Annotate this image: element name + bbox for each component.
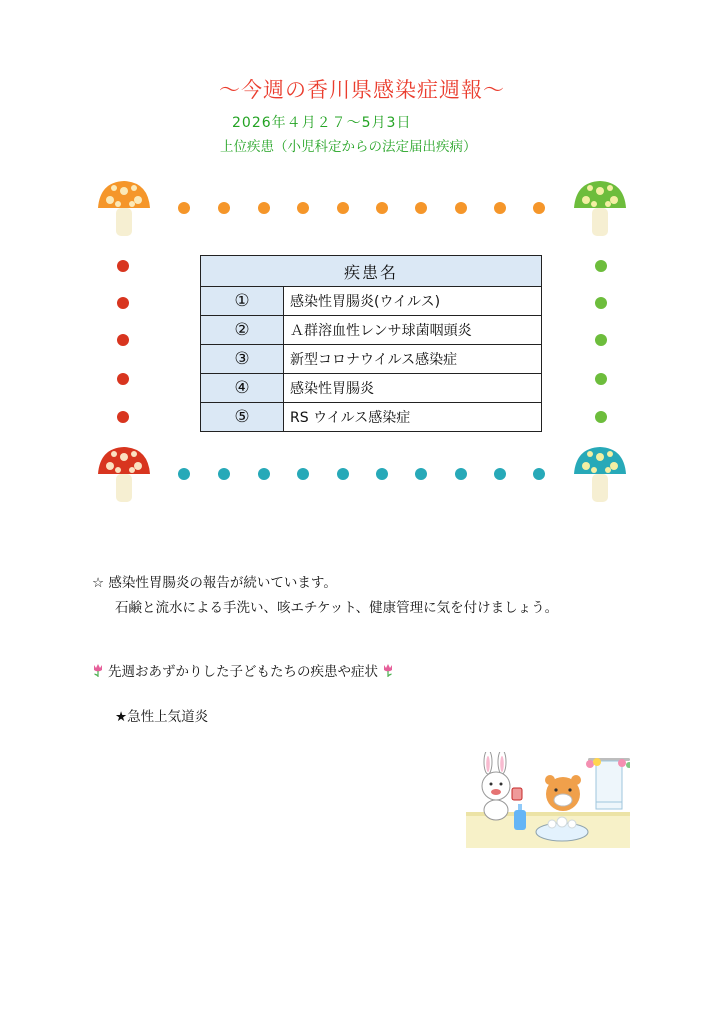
table-row (201, 345, 542, 374)
rank-cell: ① (201, 287, 284, 316)
rank-cell: ③ (201, 345, 284, 374)
disease-name-cell: 感染性胃腸炎 (284, 374, 542, 403)
date-range: 2026年４月２７～5月3日 (232, 115, 412, 131)
table-row (201, 403, 542, 432)
mushroom-icon (96, 178, 152, 238)
rank-cell: ② (201, 316, 284, 345)
mushroom-icon (572, 444, 628, 504)
disease-name-cell: 新型コロナウイルス感染症 (284, 345, 542, 374)
disease-name-cell: 感染性胃腸炎(ウイルス) (284, 287, 542, 316)
mushroom-icon (572, 178, 628, 238)
table-row (201, 287, 542, 316)
table-row (201, 316, 542, 345)
table-header: 疾患名 (201, 256, 542, 287)
note-line-1: ☆ 感染性胃腸炎の報告が続いています。 (92, 575, 337, 591)
note-line-2: 石鹸と流水による手洗い、咳エチケット、健康管理に気を付けましょう。 (115, 600, 559, 616)
previous-week-heading-text: 先週おあずかりした子どもたちの疾患や症状 (108, 664, 378, 680)
rank-cell: ④ (201, 374, 284, 403)
disease-name-cell: RS ウイルス感染症 (284, 403, 542, 432)
previous-week-heading (92, 660, 394, 680)
tulip-icon (92, 663, 104, 677)
table-row (201, 374, 542, 403)
table-header-row (201, 256, 542, 287)
page-subtitle: 上位疾患（小児科定からの法定届出疾病） (220, 139, 477, 155)
previous-week-item: ★急性上気道炎 (115, 709, 209, 725)
disease-name-cell: Ａ群溶血性レンサ球菌咽頭炎 (284, 316, 542, 345)
tulip-icon (382, 663, 394, 677)
page-title: ～今週の香川県感染症週報～ (219, 78, 505, 102)
disease-ranking-table (200, 255, 542, 432)
rank-cell: ⑤ (201, 403, 284, 432)
mushroom-icon (96, 444, 152, 504)
handwashing-illustration (466, 752, 630, 848)
